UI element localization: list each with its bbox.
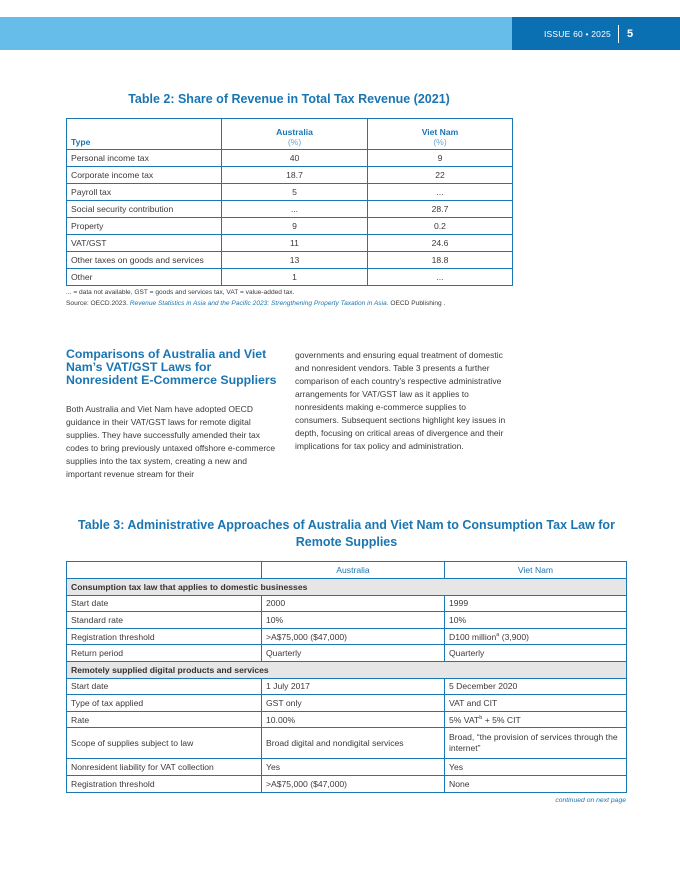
page-number: 5 xyxy=(626,27,634,40)
header-australia xyxy=(222,119,368,150)
cell-vietnam xyxy=(445,711,627,728)
cell-item: Registration threshold xyxy=(67,628,262,645)
table2-note: ... = data not available, GST = goods and services tax, VAT = value-added tax. xyxy=(66,289,295,296)
cell-australia: >A$75,000 ($47,000) xyxy=(262,775,445,792)
cell-vietnam: 9 xyxy=(368,150,513,167)
table-row xyxy=(67,775,627,792)
table-row xyxy=(67,595,627,612)
cell-vietnam xyxy=(445,628,627,645)
table2-title: Table 2: Share of Revenue in Total Tax Revenue (2021) xyxy=(128,92,450,106)
cell-australia: Quarterly xyxy=(262,645,445,662)
table2-source xyxy=(66,300,445,307)
table2 xyxy=(66,118,513,286)
cell-type: Other taxes on goods and services xyxy=(67,252,222,269)
cell-vietnam: 28.7 xyxy=(368,201,513,218)
source-suffix: OECD Publishing . xyxy=(388,300,446,307)
cell-vietnam: ... xyxy=(368,269,513,286)
cell-vietnam: 1999 xyxy=(445,595,627,612)
header-blank xyxy=(67,562,262,579)
table-row xyxy=(67,612,627,629)
cell-vietnam-value: 5% VAT xyxy=(449,714,480,725)
cell-item: Start date xyxy=(67,595,262,612)
cell-vietnam-value: D100 million xyxy=(449,631,497,642)
table-row xyxy=(67,235,513,252)
header-vietnam-label: Viet Nam xyxy=(421,127,459,137)
footnote-marker: b xyxy=(479,714,483,721)
cell-item: Return period xyxy=(67,645,262,662)
body-text-column-1: Both Australia and Viet Nam have adopted OECD guidance in their VAT/GST laws for remote digital supplies. They have successfully amended their tax codes to bring previously untaxed offshore e-commerce supplies into the tax system, creating a new and important revenue stream for their xyxy=(66,404,276,479)
header-australia: Australia xyxy=(262,562,445,579)
divider xyxy=(618,25,619,43)
cell-item: Standard rate xyxy=(67,612,262,629)
cell-vietnam: None xyxy=(445,775,627,792)
cell-australia: 10% xyxy=(262,612,445,629)
table-row xyxy=(67,150,513,167)
header-bar xyxy=(0,17,680,50)
table-row xyxy=(67,201,513,218)
table-header-row xyxy=(67,119,513,150)
table-row xyxy=(67,252,513,269)
section-label: Consumption tax law that applies to domestic businesses xyxy=(67,579,627,596)
issue-label: ISSUE 60 • 2025 xyxy=(544,28,611,39)
source-link[interactable]: Revenue Statistics in Asia and the Pacific 2023: Strengthening Property Taxation in Asia. xyxy=(129,300,389,307)
cell-australia: GST only xyxy=(262,695,445,712)
cell-type: Social security contribution xyxy=(67,201,222,218)
header-australia-unit: (%) xyxy=(287,137,302,147)
header-australia-label: Australia xyxy=(276,127,313,137)
section-row xyxy=(67,661,627,678)
cell-type: Other xyxy=(67,269,222,286)
cell-australia: 13 xyxy=(222,252,368,269)
cell-vietnam: 24.6 xyxy=(368,235,513,252)
table-row xyxy=(67,628,627,645)
cell-australia: 18.7 xyxy=(222,167,368,184)
cell-type: VAT/GST xyxy=(67,235,222,252)
header-type: Type xyxy=(67,119,222,150)
cell-vietnam: Yes xyxy=(445,759,627,776)
cell-australia: 1 July 2017 xyxy=(262,678,445,695)
cell-australia: >A$75,000 ($47,000) xyxy=(262,628,445,645)
table-row xyxy=(67,269,513,286)
cell-item: Scope of supplies subject to law xyxy=(67,728,262,759)
body-text-column-2: governments and ensuring equal treatment of domestic and nonresident vendors. Table 3 presents a further comparison of each country’s respective administrative arrangements for VAT/GST law as it applies to nonresidents making e-commerce supplies to consumers. Subsequent sections highlight key issues in depth, focusing on critical areas of divergence and their implications for tax policy and administration. xyxy=(295,350,506,451)
cell-australia: 5 xyxy=(222,184,368,201)
table3-title: Table 3: Administrative Approaches of Australia and Viet Nam to Consumption Tax Law for Remote Supplies xyxy=(78,518,615,549)
source-prefix: Source: OECD.2023. xyxy=(66,300,130,307)
table-row xyxy=(67,695,627,712)
cell-vietnam: VAT and CIT xyxy=(445,695,627,712)
header-vietnam xyxy=(368,119,513,150)
section-heading: Comparisons of Australia and Viet Nam’s VAT/GST Laws for Nonresident E-Commerce Suppliers xyxy=(66,347,277,387)
cell-australia: 40 xyxy=(222,150,368,167)
cell-vietnam: 10% xyxy=(445,612,627,629)
continued-note: continued on next page xyxy=(555,797,626,804)
cell-australia: Broad digital and nondigital services xyxy=(262,728,445,759)
table-row xyxy=(67,711,627,728)
section-label: Remotely supplied digital products and services xyxy=(67,661,627,678)
cell-australia: 9 xyxy=(222,218,368,235)
cell-vietnam: 5 December 2020 xyxy=(445,678,627,695)
table-header-row xyxy=(67,562,627,579)
table-row xyxy=(67,759,627,776)
table-row xyxy=(67,678,627,695)
cell-vietnam: 18.8 xyxy=(368,252,513,269)
table-row xyxy=(67,645,627,662)
cell-vietnam-suffix: + 5% CIT xyxy=(482,714,521,725)
cell-item: Start date xyxy=(67,678,262,695)
table-row xyxy=(67,728,627,759)
cell-item: Registration threshold xyxy=(67,775,262,792)
cell-vietnam: ... xyxy=(368,184,513,201)
cell-type: Personal income tax xyxy=(67,150,222,167)
cell-australia: 11 xyxy=(222,235,368,252)
cell-item: Type of tax applied xyxy=(67,695,262,712)
table-row xyxy=(67,167,513,184)
footnote-marker: a xyxy=(496,631,500,638)
header-vietnam: Viet Nam xyxy=(445,562,627,579)
cell-australia: 1 xyxy=(222,269,368,286)
cell-vietnam-suffix: (3,900) xyxy=(499,631,529,642)
cell-australia: Yes xyxy=(262,759,445,776)
cell-type: Property xyxy=(67,218,222,235)
header-vietnam-unit: (%) xyxy=(433,137,447,147)
cell-item: Nonresident liability for VAT collection xyxy=(67,759,262,776)
cell-type: Payroll tax xyxy=(67,184,222,201)
cell-vietnam: 0.2 xyxy=(368,218,513,235)
cell-vietnam: Broad, “the provision of services through the internet” xyxy=(445,728,627,759)
cell-australia: 2000 xyxy=(262,595,445,612)
cell-vietnam: 22 xyxy=(368,167,513,184)
table3 xyxy=(66,561,627,793)
cell-australia: 10.00% xyxy=(262,711,445,728)
cell-vietnam: Quarterly xyxy=(445,645,627,662)
table-row xyxy=(67,218,513,235)
table-row xyxy=(67,184,513,201)
cell-type: Corporate income tax xyxy=(67,167,222,184)
cell-australia: ... xyxy=(222,201,368,218)
issue-block xyxy=(512,17,680,50)
section-row xyxy=(67,579,627,596)
cell-item: Rate xyxy=(67,711,262,728)
